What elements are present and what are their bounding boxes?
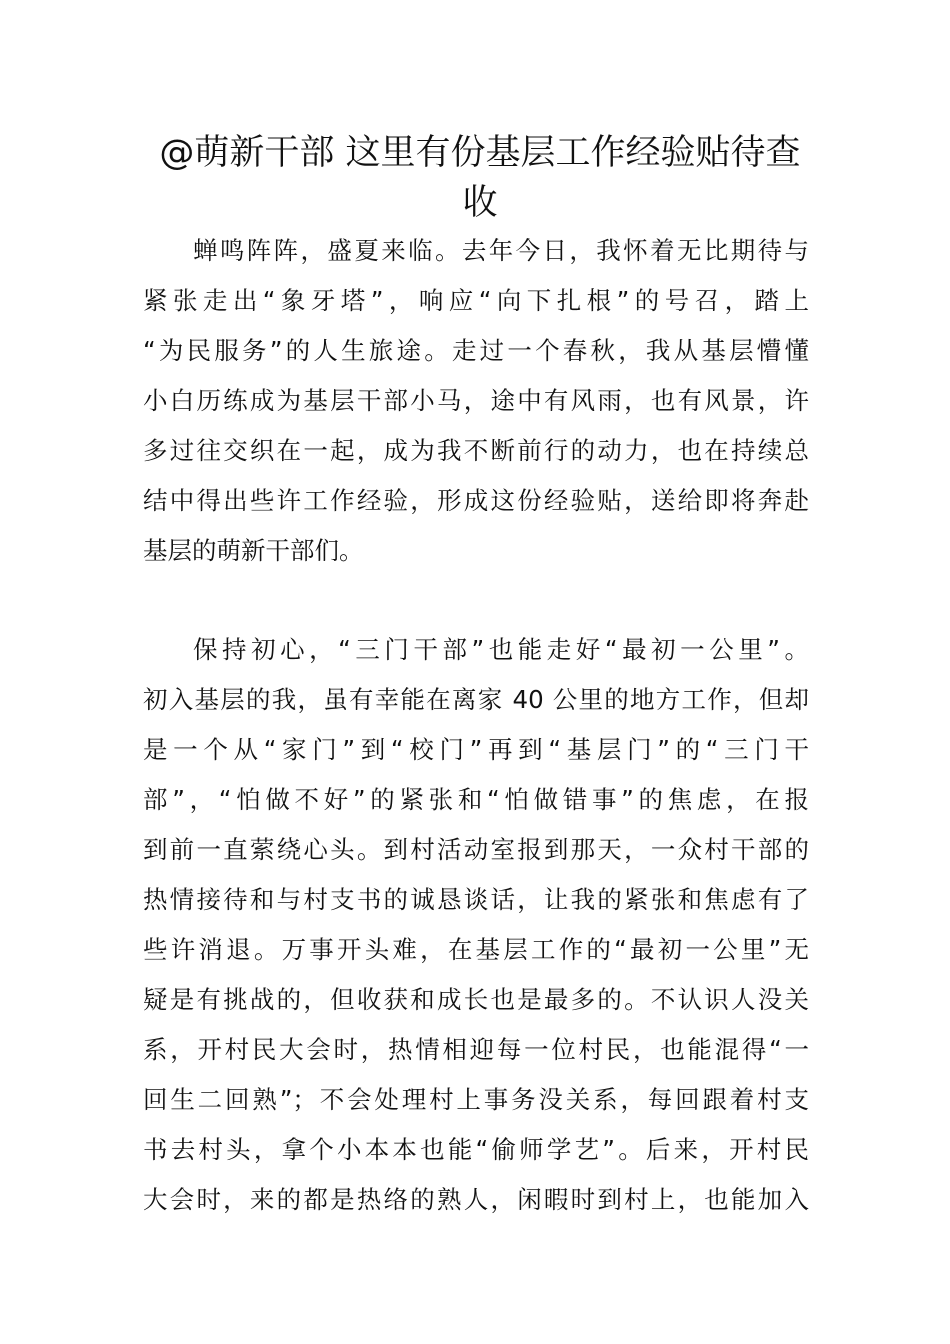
paragraph-line: 到前一直萦绕心头。到村活动室报到那天，一众村干部的 xyxy=(143,835,809,864)
paragraph-line: 小白历练成为基层干部小马，途中有风雨，也有风景，许 xyxy=(143,386,809,415)
paragraph-line: 结中得出些许工作经验，形成这份经验贴，送给即将奔赴 xyxy=(143,486,809,515)
paragraph-line: 保持初心，“三门干部”也能走好“最初一公里”。 xyxy=(193,635,809,664)
paragraph-line: 紧张走出“象牙塔”，响应“向下扎根”的号召，踏上 xyxy=(143,286,809,315)
paragraph-1 xyxy=(143,226,809,576)
paragraph-line: 是一个从“家门”到“校门”再到“基层门”的“三门干 xyxy=(143,735,809,764)
paragraph-line: “为民服务”的人生旅途。走过一个春秋，我从基层懵懂 xyxy=(143,336,809,365)
paragraph-line: 大会时，来的都是热络的熟人，闲暇时到村上，也能加入 xyxy=(143,1185,809,1214)
paragraph-line: 回生二回熟”；不会处理村上事务没关系，每回跟着村支 xyxy=(143,1085,809,1114)
paragraph-line: 系，开村民大会时，热情相迎每一位村民，也能混得“一 xyxy=(143,1035,809,1064)
paragraph-line: 热情接待和与村支书的诚恳谈话，让我的紧张和焦虑有了 xyxy=(143,885,809,914)
paragraph-line: 疑是有挑战的，但收获和成长也是最多的。不认识人没关 xyxy=(143,985,809,1014)
paragraph-line: 初入基层的我，虽有幸能在离家 40 公里的地方工作，但却 xyxy=(143,685,809,714)
paragraph-line: 基层的萌新干部们。 xyxy=(143,536,364,565)
paragraph-line: 些许消退。万事开头难，在基层工作的“最初一公里”无 xyxy=(143,935,809,964)
paragraph-line: 蝉鸣阵阵，盛夏来临。去年今日，我怀着无比期待与 xyxy=(193,236,809,265)
paragraph-2 xyxy=(143,625,809,1225)
paragraph-line: 部”，“怕做不好”的紧张和“怕做错事”的焦虑，在报 xyxy=(143,785,809,814)
document-title: @萌新干部 这里有份基层工作经验贴待查收 xyxy=(159,133,801,223)
paragraph-line: 多过往交织在一起，成为我不断前行的动力，也在持续总 xyxy=(143,436,809,465)
paragraph-line: 书去村头，拿个小本本也能“偷师学艺”。后来，开村民 xyxy=(143,1135,809,1164)
